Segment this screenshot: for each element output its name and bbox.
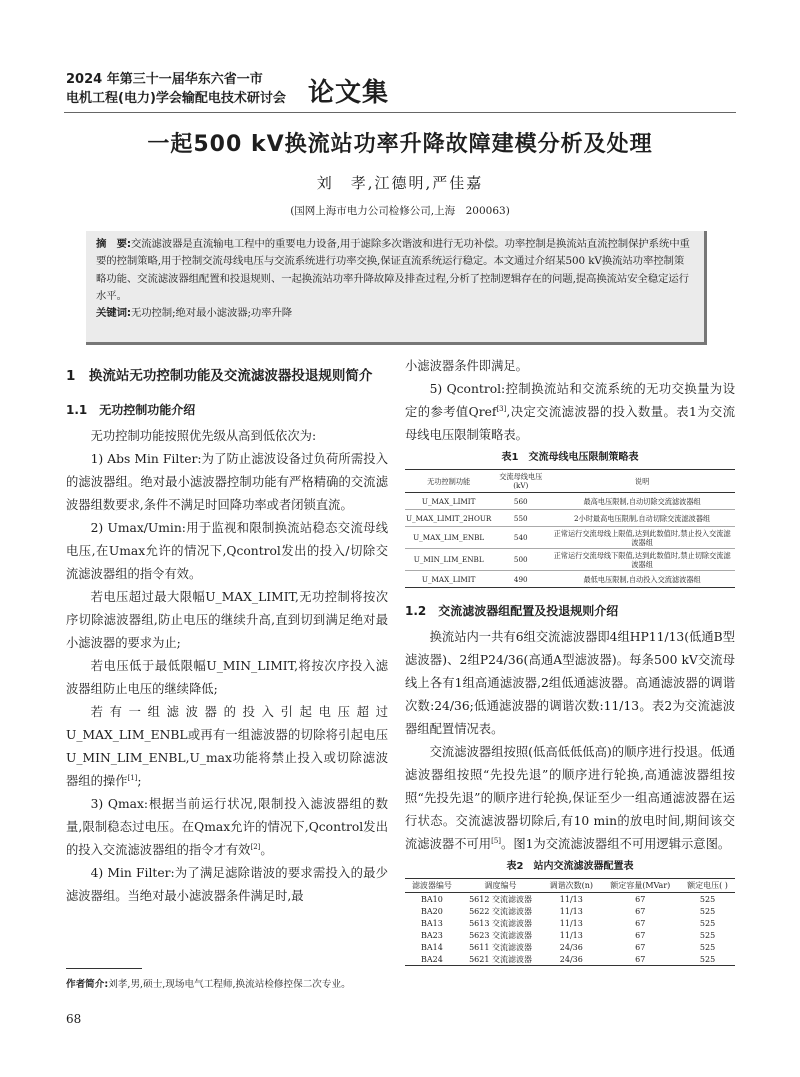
body-paragraph: 若电压低于最低限幅U_MIN_LIMIT,将按次序投入滤波器组防止电压的继续降低; — [66, 659, 388, 696]
section-1-2-heading: 1.2 交流滤波器组配置及投退规则介绍 — [405, 604, 619, 618]
paper-authors: 刘 孝,江德明,严佳嘉 — [316, 174, 484, 192]
citation-ref: [1] — [127, 773, 138, 782]
body-paragraph — [405, 378, 735, 447]
body-paragraph: 小滤波器条件即满足。 — [405, 359, 528, 373]
paragraph-text: 交流滤波器组按照(低高低低低高)的顺序进行投退。低通滤波器组按照“先投先退”的顺序进行轮换,高通滤波器组按照“先投先退”的顺序进行轮换,保证至少一组高通滤波器在运行状态。交流滤波器切除后,有10 min的放电时间,期间该交流滤波器不可用 — [405, 745, 735, 851]
abstract-text: 交流滤波器是直流输电工程中的重要电力设备,用于滤除多次谐波和进行无功补偿。功率控制是换流站直流控制保护系统中重要的控制策略,用于控制交流母线电压与交流系统进行功率交换,保证直流系统运行稳定。本文通过介绍某500 kV换流站功率控制策略功能、交流滤波器组配置和投退规则、一起换流站功率升降故障及排查过程,分析了控制逻辑存在的问题,提高换流站安全稳定运行水平。 — [96, 238, 690, 302]
table-2-cell: BA20 — [421, 906, 443, 916]
abstract-label: 摘 要: — [96, 238, 131, 250]
table-2-cell: 5611 交流滤波器 — [469, 942, 532, 952]
table-2-row — [405, 917, 735, 929]
table-1-cell: U_MAX_LIMIT — [405, 571, 492, 588]
footnote-divider — [66, 968, 142, 969]
table-2-cell: 67 — [635, 930, 646, 940]
table-1-cell: 2小时最高电压限制,自动切除交流滤波器组 — [549, 510, 735, 527]
table-2-header-cell: 额定容量(MVar) — [600, 879, 680, 893]
body-paragraph: 无功控制功能按照优先级从高到低依次为: — [90, 429, 317, 443]
body-paragraph: 若电压超过最大限幅U_MAX_LIMIT,无功控制将按次序切除滤波器组,防止电压的继续升高,直到切到满足绝对最小滤波器的要求为止; — [66, 590, 388, 650]
table-2-cell: BA24 — [405, 953, 459, 966]
abstract-box — [86, 231, 707, 345]
author-footnote — [66, 976, 351, 990]
body-paragraph: 4) Min Filter:为了满足滤除谐波的要求需投入的最少滤波器组。当绝对最小滤波器条件满足时,最 — [66, 866, 388, 903]
table-1-row — [405, 549, 735, 571]
citation-ref: [3] — [496, 404, 507, 413]
paragraph-text: 若有一组滤波器的投入引起电压超过U_MAX_LIM_ENBL或再有一组滤波器的切除将引起电压U_MIN_LIM_ENBL,U_max功能将禁止投入或切除滤波器组的操作 — [66, 705, 388, 788]
table-2-cell: 5613 交流滤波器 — [469, 918, 532, 928]
table-1-row — [405, 510, 735, 527]
body-paragraph: 1) Abs Min Filter:为了防止滤波设备过负荷所需投入的滤波器组。绝对最小滤波器控制功能有严格精确的交流滤波器组数要求,条件不满足时回降功率或者闭锁直流。 — [66, 452, 388, 512]
table-1-header-cell: 说明 — [549, 470, 735, 493]
table-1-caption: 表1 交流母线电压限制策略表 — [501, 452, 639, 463]
header-divider — [64, 112, 736, 113]
body-paragraph: 2) Umax/Umin:用于监视和限制换流站稳态交流母线电压,在Umax允许的情况下,Qcontrol发出的投入/切除交流滤波器组的指令有效。 — [66, 521, 388, 581]
table-1-cell: 正常运行交流母线下限值,达到此数值时,禁止切除交流滤波器组 — [549, 549, 735, 571]
citation-ref: [5] — [491, 836, 502, 845]
table-2-cell: BA23 — [421, 930, 443, 940]
keywords-label: 关键词: — [96, 307, 131, 320]
table-1-cell: 560 — [492, 493, 549, 510]
body-paragraph — [66, 793, 388, 862]
paragraph-end: ; — [137, 774, 142, 788]
table-1-header-row — [405, 470, 735, 493]
table-1-cell: U_MAX_LIMIT — [405, 493, 492, 510]
table-2-header-cell: 调度编号 — [459, 879, 542, 893]
table-2-header-cell: 额定电压( ) — [680, 879, 735, 893]
header-line-2: 电机工程(电力)学会输配电技术研讨会 — [66, 91, 286, 106]
table-1-body — [405, 493, 735, 588]
table-2-row — [405, 905, 735, 917]
footnote-label: 作者简介: — [66, 979, 109, 990]
table-2-cell: 67 — [635, 894, 646, 904]
table-2-header-cell: 调谐次数(n) — [542, 879, 600, 893]
table-2-cell: 67 — [600, 953, 680, 966]
citation-ref: [2] — [250, 842, 261, 851]
footnote-text: 刘孝,男,硕士,现场电气工程师,换流站检修控保二次专业。 — [108, 979, 351, 990]
header-proceedings-label: 论文集 — [308, 78, 390, 108]
table-2-row — [405, 953, 735, 966]
section-1-heading: 1 换流站无功控制功能及交流滤波器投退规则简介 — [66, 368, 373, 384]
paper-title: 一起500 kV换流站功率升降故障建模分析及处理 — [147, 132, 653, 157]
table-2-caption: 表2 站内交流滤波器配置表 — [506, 861, 634, 872]
keywords-paragraph — [96, 305, 694, 322]
table-2-body — [405, 893, 735, 966]
table-2-row — [405, 929, 735, 941]
table-1-cell: U_MAX_LIM_ENBL — [405, 527, 492, 549]
paper-affiliation: (国网上海市电力公司检修公司,上海 200063) — [290, 205, 510, 217]
table-2-cell: 11/13 — [559, 894, 583, 904]
keywords-text: 无功控制;绝对最小滤波器;功率升降 — [130, 307, 293, 320]
table-2-cell: BA10 — [421, 894, 443, 904]
body-paragraph — [405, 741, 735, 856]
table-1-header-cell: 无功控制功能 — [405, 470, 492, 493]
table-1-cell: 最高电压限制,自动切除交流滤波器组 — [549, 493, 735, 510]
table-2-cell: 5621 交流滤波器 — [459, 953, 542, 966]
table-2-cell: 525 — [699, 906, 716, 916]
table-2-cell: 525 — [699, 930, 716, 940]
table-1-header-cell: 交流母线电压(kV) — [492, 470, 549, 493]
paragraph-text: 3) Qmax:根据当前运行状况,限制投入滤波器组的数量,限制稳态过电压。在Qmax允许的情况下,Qcontrol发出的投入交流滤波器组的指令才有效 — [66, 797, 388, 857]
table-2-row — [405, 941, 735, 953]
table-2-cell: 525 — [680, 953, 735, 966]
table-2-cell: 525 — [699, 918, 716, 928]
right-column — [405, 355, 735, 966]
table-2-cell: 5623 交流滤波器 — [469, 930, 532, 940]
journal-header — [66, 68, 766, 108]
table-1-row — [405, 527, 735, 549]
table-2-cell: 5622 交流滤波器 — [469, 906, 532, 916]
table-2-cell: 24/36 — [559, 942, 583, 952]
table-1-cell: 最低电压限制,自动投入交流滤波器组 — [549, 571, 735, 588]
header-line-1: 2024 年第三十一届华东六省一市 — [66, 72, 263, 87]
paragraph-text: 。图1为交流滤波器组不可用逻辑示意图。 — [501, 837, 731, 851]
table-2-cell: 67 — [635, 906, 646, 916]
table-1-cell: 500 — [492, 549, 549, 571]
table-2-cell: 525 — [699, 894, 716, 904]
table-1-row — [405, 571, 735, 588]
table-1-cell: 540 — [492, 527, 549, 549]
table-2 — [405, 878, 735, 966]
left-column — [66, 355, 388, 908]
table-2-row — [405, 893, 735, 906]
body-paragraph: 换流站内一共有6组交流滤波器即4组HP11/13(低通B型滤波器)、2组P24/36(高通A型滤波器)。每条500 kV交流母线上各有1组高通滤波器,2组低通滤波器。高通滤波器的调谐次数:24/36;低通滤波器的调谐次数:11/13。表2为交流滤波器组配置情况表。 — [405, 630, 735, 736]
page-number: 68 — [66, 1012, 82, 1026]
table-2-cell: 11/13 — [559, 930, 583, 940]
abstract-paragraph — [96, 236, 694, 305]
table-2-cell: 24/36 — [542, 953, 600, 966]
section-1-1-heading: 1.1 无功控制功能介绍 — [66, 403, 196, 417]
table-2-cell: 67 — [635, 942, 646, 952]
paragraph-text: ,决定交流滤波器的投入数量。表1为交流母线电压限制策略表。 — [405, 405, 735, 442]
table-1-cell: U_MIN_LIM_ENBL — [405, 549, 492, 571]
table-1-cell: U_MAX_LIMIT_2HOUR — [405, 510, 492, 527]
table-2-cell: BA13 — [421, 918, 443, 928]
table-1-cell: 490 — [492, 571, 549, 588]
table-2-header-row — [405, 879, 735, 893]
table-2-cell: BA14 — [421, 942, 443, 952]
table-1-cell: 550 — [492, 510, 549, 527]
table-2-cell: 525 — [699, 942, 716, 952]
table-1 — [405, 469, 735, 588]
table-2-cell: 11/13 — [559, 906, 583, 916]
body-paragraph — [66, 701, 388, 793]
table-2-cell: 11/13 — [559, 918, 583, 928]
table-1-row — [405, 493, 735, 510]
paragraph-text: 5) Qcontrol:控制换流站和交流系统的无功交换量为设定的参考值Qref — [405, 382, 735, 419]
table-2-header-cell: 滤波器编号 — [405, 879, 459, 893]
table-2-cell: 5612 交流滤波器 — [469, 894, 532, 904]
table-1-cell: 正常运行交流母线上限值,达到此数值时,禁止投入交流滤波器组 — [549, 527, 735, 549]
table-2-cell: 67 — [635, 918, 646, 928]
paragraph-end: 。 — [260, 843, 273, 857]
